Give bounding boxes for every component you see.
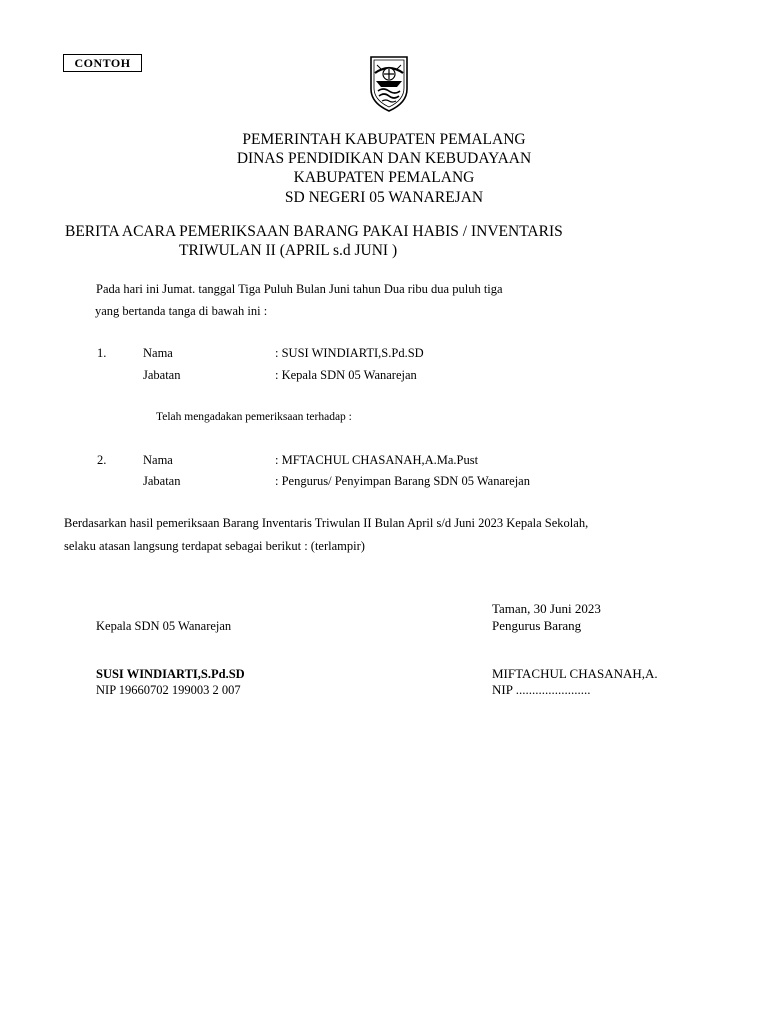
conclusion-line-1: Berdasarkan hasil pemeriksaan Barang Inventaris Triwulan II Bulan April s/d Juni 2023 Kepala Sekolah, (64, 516, 589, 530)
examination-statement: Telah mengadakan pemeriksaan terhadap : (156, 411, 352, 423)
signature-place-date: Taman, 30 Juni 2023 (492, 601, 601, 616)
document-subtitle: TRIWULAN II (APRIL s.d JUNI ) (179, 242, 398, 259)
signature-left-role: Kepala SDN 05 Wanarejan (96, 619, 232, 633)
conclusion-line-2: selaku atasan langsung terdapat sebagai berikut : (terlampir) (64, 539, 365, 553)
header-department: DINAS PENDIDIKAN DAN KEBUDAYAAN (236, 150, 532, 167)
party1-position-label: Jabatan (143, 368, 181, 382)
header-school: SD NEGERI 05 WANAREJAN (284, 189, 484, 206)
signature-left-name: SUSI WINDIARTI,S.Pd.SD (96, 667, 245, 681)
header-government: PEMERINTAH KABUPATEN PEMALANG (242, 131, 526, 148)
party2-position-value: : Pengurus/ Penyimpan Barang SDN 05 Wanarejan (275, 474, 530, 488)
regency-emblem-logo (349, 53, 429, 113)
example-stamp-label: CONTOH (63, 54, 142, 72)
party2-name-label: Nama (143, 453, 173, 467)
header-regency: KABUPATEN PEMALANG (293, 169, 475, 186)
signature-right-role: Pengurus Barang (492, 618, 582, 633)
party1-position-value: : Kepala SDN 05 Wanarejan (275, 368, 417, 382)
signature-left-nip: NIP 19660702 199003 2 007 (96, 683, 241, 697)
intro-line-2: yang bertanda tanga di bawah ini : (95, 304, 268, 318)
signature-right-nip: NIP ....................... (492, 682, 591, 697)
signature-right-name: MIFTACHUL CHASANAH,A. (492, 666, 658, 681)
party2-position-label: Jabatan (143, 474, 181, 488)
party2-number: 2. (97, 453, 107, 467)
document-title: BERITA ACARA PEMERIKSAAN BARANG PAKAI HABIS / INVENTARIS (65, 223, 563, 240)
party1-name-label: Nama (143, 346, 173, 360)
party1-number: 1. (97, 346, 107, 360)
party1-name-value: : SUSI WINDIARTI,S.Pd.SD (275, 346, 424, 360)
intro-line-1: Pada hari ini Jumat. tanggal Tiga Puluh Bulan Juni tahun Dua ribu dua puluh tiga (96, 282, 503, 296)
party2-name-value: : MFTACHUL CHASANAH,A.Ma.Pust (275, 453, 479, 467)
